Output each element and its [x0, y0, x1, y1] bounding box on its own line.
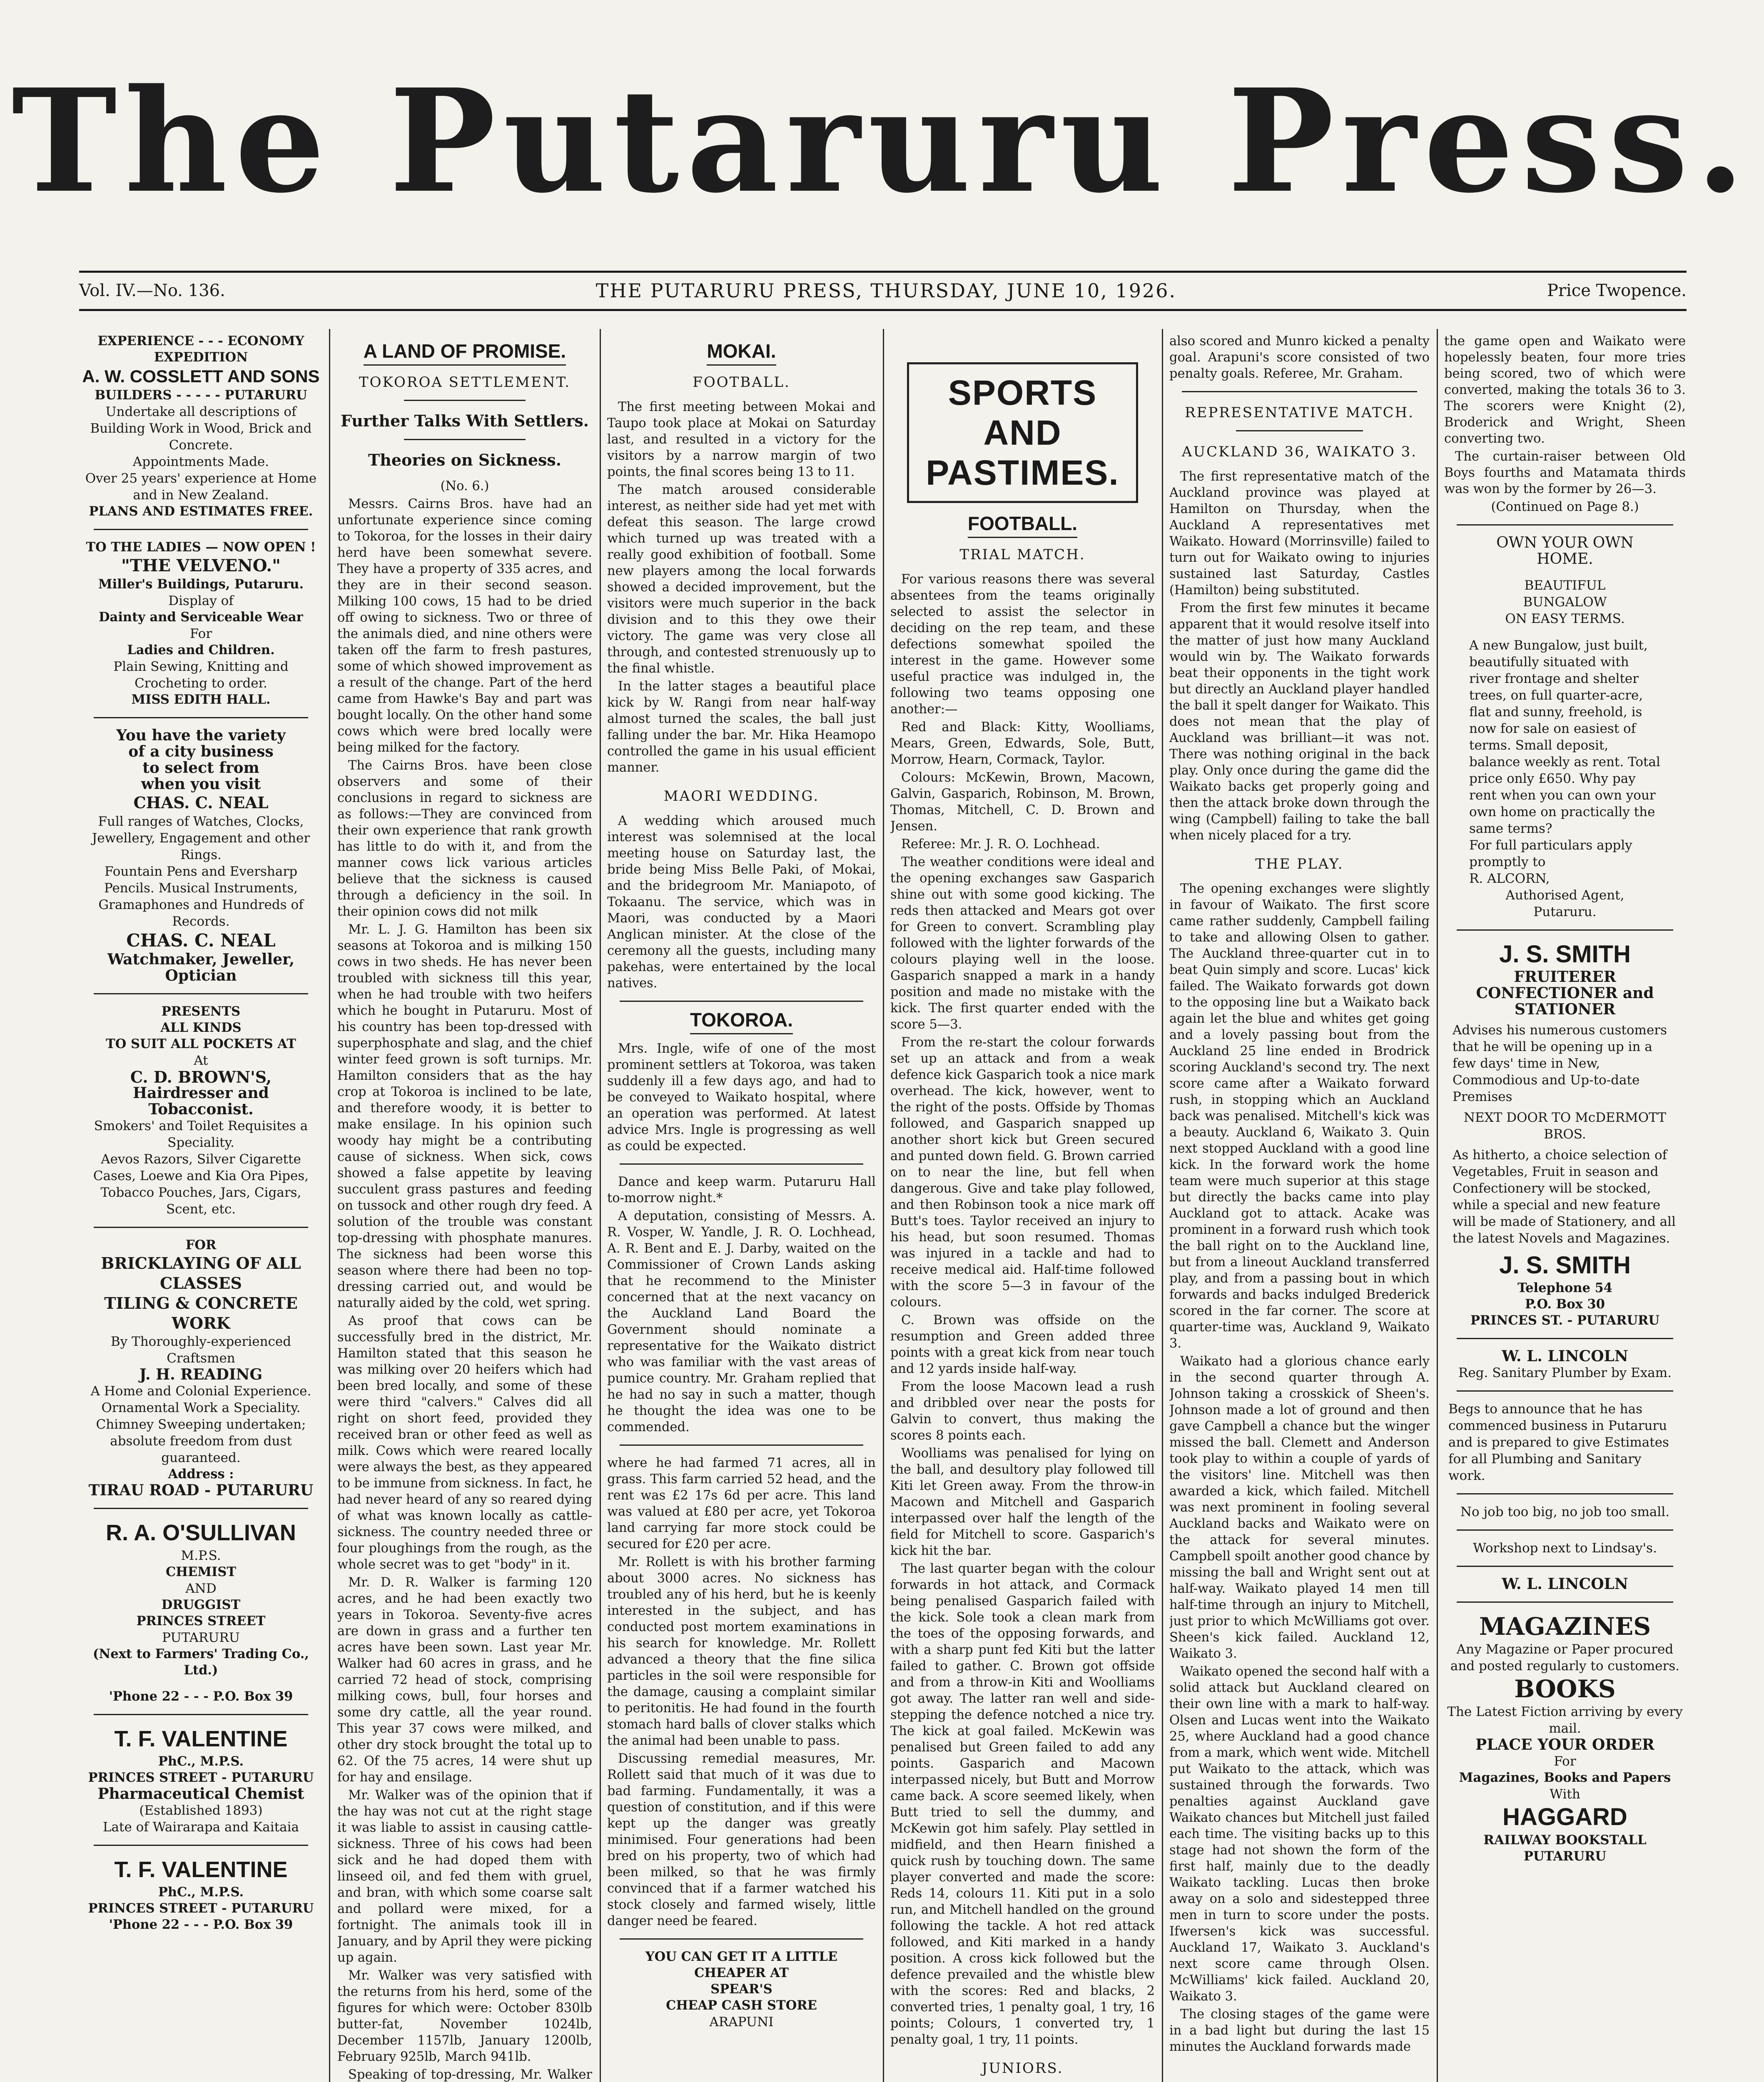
ad-smith	[1444, 940, 1686, 1329]
ad-text: BUILDERS - - - - - PUTARURU	[95, 388, 307, 403]
ad-business-name: J. S. SMITH	[1499, 941, 1631, 968]
ad-text: For	[1554, 1754, 1576, 1769]
ad-text: No job too big, no job too small.	[1460, 1504, 1670, 1519]
ad-text: Reg. Sanitary Plumber by Exam.	[1458, 1365, 1672, 1380]
ad-text: ALL KINDS	[160, 1020, 242, 1035]
article-subhead: TRIAL MATCH.	[959, 546, 1086, 563]
ad-text: 'Phone 22 - - - P.O. Box 39	[109, 1917, 293, 1932]
paragraph: In the latter stages a beautiful place kick by W. Rangi from near half-way almost turned the scales, the ball just falling under the bar. Mr. Hika Heamopo controlled the game in his usual efficient manner.	[607, 679, 876, 775]
ad-divider	[94, 993, 308, 994]
ad-text: Hairdresser and Tobacconist.	[133, 1084, 269, 1118]
ad-text: AND	[185, 1581, 217, 1596]
column-advertisements-left	[81, 333, 321, 2082]
paragraph: The first meeting between Mokai and Taupo took place at Mokai on Saturday last, and resulted in a victory for the visitors by a narrow margin of two points, the final scores being 13 to 11.	[607, 400, 876, 479]
ad-business-name: J. S. SMITH	[1499, 1252, 1631, 1279]
article-subhead: THE PLAY.	[1255, 856, 1344, 872]
masthead-rule-top	[79, 271, 1687, 273]
ad-text: NEXT DOOR TO McDERMOTT BROS.	[1463, 1110, 1667, 1142]
ad-text: RAILWAY BOOKSTALL	[1483, 1833, 1647, 1848]
ad-divider	[94, 717, 308, 718]
divider	[1182, 391, 1417, 392]
column-representative-match	[1169, 333, 1430, 2082]
ad-text: CONFECTIONER and	[1476, 984, 1654, 1002]
paragraph: The match aroused considerable interest, as neither side had yet met with defeat this season. The large crowd which turned up was treated with a really good exhibition of football. Some new players among the local forwards showed a decided improvement, but the visitors were much superior in the back division and to this they owe their victory. The game was very close all through, and contested strenuously up to the final whistle.	[607, 483, 876, 676]
article-subhead: Further Talks With Settlers.	[340, 411, 589, 430]
paragraph: For various reasons there was several absentees from the teams originally selected to assist the selector in deciding on the rep team, and these defections somewhat spoiled the interest in the game. However some useful practice was indulged in, the following two teams opposing one another:—	[890, 572, 1155, 717]
paragraph: Discussing remedial measures, Mr. Rollett said that much of it was due to bad farming. Fundamentally, it was a question of constitution, and if this were kept up the danger was greatly minimised. Four generations had been bred on his property, two of which had been milked, so that he was firmly convinced that if a farmer watched his stock closely and farmed wisely, little danger need be feared.	[607, 1751, 876, 1928]
paragraph: A wedding which aroused much interest was solemnised at the local meeting house on Saturday last, the bride being Miss Belle Paki, of Mokai, and the bridegroom Mr. Maniapoto, of Tokaanu. The service, which was in Maori, was conducted by a Maori Anglican minister. At the close of the ceremony all the guests, including many pakehas, were entertained by the local natives.	[607, 814, 876, 991]
ad-text: A new Bungalow, just built, beautifully situated with river frontage and shelter trees, on full quarter-acre, flat and sunny, freehold, is now for sale on easiest of terms. Small deposit, balance weekly as rent. Total price only £650. Why pay rent when you can own your own home on practically the same terms?	[1469, 638, 1660, 836]
ad-lincoln	[1444, 1348, 1686, 1592]
ad-business-name: CHAS. C. NEAL	[133, 793, 269, 812]
paragraph: Waikato opened the second half with a solid attack but Auckland cleared on their own line with a mark to half-way. Olsen and Lucas went into the Waikato 25, where Auckland had a good chance from a mark, which went wide. Mitchell put Waikato to the attack, which was sustained through the forwards. Two penalties against Auckland gave Waikato chances but Mitchell just failed each time. The visiting backs up to this stage had not shown the form of the first half, mainly due to the deadly Waikato tackling. Lucas then broke away on a solo and sidestepped three men in turn to score under the posts. Ifwersen's kick was successful. Auckland 17, Waikato 3. Auckland's next score came through Olsen. McWilliams' kick failed. Auckland 20, Waikato 3.	[1169, 1664, 1430, 2004]
ad-text: PRINCES STREET	[136, 1614, 266, 1629]
column-advertisements-right	[1444, 333, 1686, 2082]
paragraph: The last quarter began with the colour forwards in hot attack, and Cormack being penalised Gasparich failed with the kick. Sole took a clean mark from the toes of the opposing forwards, and with a sharp punt fed Kiti but the latter failed to gather. C. Brown got offside and from a throw-in Kiti and Woolliams got away. The latter ran well and side-stepping the defence notched a nice try. The kick at goal failed. McKewin was penalised but Green failed to add any points. Gasparich and Macown interpassed nicely, but Butt and Morrow came back. A score seemed likely, when Butt tried to sell the dummy, and McKewin got him safely. Play settled in midfield, and then Hearn finished a quick rush by touching down. The same player converted and made the score: Reds 14, colours 11. Kiti put in a solo run, and Mitchell handled on the ground following the tackle. A hot red attack followed, and Kiti marked in a handy position. A cross kick followed but the defence prevailed and the whistle blew with the scores: Red and blacks, 2 converted tries, 1 penalty goal, 1 try, 16 points; Colours, 1 converted try, 1 penalty goal, 1 try, 11 points.	[890, 1562, 1155, 2047]
volume-number: Vol. IV.—No. 136.	[79, 281, 225, 300]
ad-business-name: A. W. COSSLETT AND SONS	[82, 366, 320, 386]
ad-text: PRINCES STREET - PUTARURU	[88, 1770, 314, 1785]
paragraph: Mrs. Ingle, wife of one of the most prominent settlers at Tokoroa, was taken suddenly ill a few days ago, and had to be conveyed to Waikato hospital, where an operation was performed. At latest advice Mrs. Ingle is progressing as well as could be expected.	[607, 1041, 876, 1153]
ad-velveno	[81, 539, 321, 708]
ad-home-for-sale	[1444, 535, 1686, 920]
paragraph: From the first few minutes it became apparent that it would resolve itself into the matter of just how many Auckland would win by. The Waikato forwards beat their opponents in the tight work but directly an Auckland player handled the ball it spelt danger for Waikato. This does not mean that the play of Auckland was brilliant—it was not. There was nothing original in the back play. Only once during the game did the Waikato backs get properly going and then the attack broke down through the wing (Campbell) failing to take the ball when nicely placed for a try.	[1169, 601, 1430, 843]
paragraph: C. Brown was offside on the resumption and Green added three points with a great kick from near touch and 12 yards inside half-way.	[890, 1313, 1155, 1376]
paragraph: Mr. Walker was of the opinion that if the hay was not cut at the right stage it was liable to assist in causing cattle-sickness. Three of his cows had been sick and he had doped them with linseed oil, and fed them with gruel, and bran, with which some coarse salt and pollard were mixed, for a fortnight. The animals took ill in January, and by April they were picking up again.	[337, 1788, 592, 1965]
ad-text: EXPEDITION	[154, 350, 248, 365]
article-number: (No. 6.)	[440, 479, 489, 493]
ad-text: TIRAU ROAD - PUTARURU	[88, 1482, 314, 1499]
ad-divider	[1457, 1493, 1673, 1494]
column-rule	[1162, 329, 1163, 2082]
ad-text: Over 25 years' experience at Home and in New Zealand.	[85, 471, 317, 503]
ad-text: BRICKLAYING OF ALL CLASSES	[101, 1254, 301, 1293]
ad-text: Aevos Razors, Silver Cigarette Cases, Loewe and Kia Ora Pipes, Tobacco Pouches, Jars, Cigars, Scent, etc.	[93, 1152, 309, 1217]
ad-business-name: SPEAR'S	[710, 1982, 772, 1997]
ad-text: PRINCES STREET - PUTARURU	[88, 1901, 314, 1916]
ad-divider	[1457, 1601, 1673, 1603]
paragraph: Speaking of top-dressing, Mr. Walker	[348, 2067, 592, 2082]
ad-text: TO THE LADIES — NOW OPEN !	[86, 540, 316, 555]
ad-text: For full particulars apply promptly to	[1469, 838, 1632, 869]
ad-text: CHEMIST	[165, 1564, 237, 1579]
column-mokai-tokoroa	[607, 333, 876, 2082]
ad-haggard	[1444, 1612, 1686, 1865]
ad-text: Fountain Pens and Eversharp Pencils. Musical Instruments, Gramaphones and Hundreds of Records.	[98, 864, 304, 929]
ad-text: PLACE YOUR ORDER	[1475, 1736, 1654, 1753]
ad-text: Watchmaker, Jeweller, Optician	[107, 951, 294, 984]
ad-text: The Latest Fiction arriving by every mail.	[1447, 1704, 1683, 1736]
ad-text: PUTARURU	[162, 1630, 240, 1645]
ad-text: when you visit	[141, 775, 261, 793]
ad-text: Any Magazine or Paper procured and posted regularly to customers.	[1450, 1642, 1680, 1674]
ad-text: Ladies and Children.	[127, 643, 275, 657]
ad-business-name: C. D. BROWN'S,	[130, 1068, 272, 1086]
article-subhead: Theories on Sickness.	[368, 451, 562, 469]
column-rule	[883, 329, 884, 2082]
ad-text: of a city business	[128, 743, 274, 760]
paragraph: The opening exchanges were slightly in favour of Waikato. The first score came rather suddenly, Campbell failing to take and allowing Olsen to gather. The Auckland three-quarter cut in to beat Quin simply and score. Lucas' kick failed. The Waikato forwards got down to the opposing line but a Waikato back again let the blue and whites get going and a lovely passing bout from the Auckland 25 line ended in Brodrick scoring Auckland's second try. The next score came after a Waikato forward rush, in stopping which an Auckland back was penalised. Mitchell's kick was a beauty. Auckland 6, Waikato 3. Quin next stopped Auckland with a good line kick. In the forward work the home team were much superior at this stage but directly the backs came into play Auckland got to attack. Acake was prominent in a forward rush which took the ball right on to the Auckland line, but from a lineout Auckland transferred play, and from a passing bout in which forwards and backs indulged Brederick scored in the far corner. The score at quarter-time was, Auckland 9, Waikato 3.	[1169, 882, 1430, 1351]
ad-text: BUNGALOW	[1523, 595, 1607, 610]
ad-business-name: CHAS. C. NEAL	[126, 930, 276, 951]
ad-text: BOOKS	[1514, 1675, 1616, 1703]
paragraph: The Cairns Bros. have been close observers and some of their conclusions in regard to sickness are as follows:—They are convinced from their own experience that rank growth has little to do with it, and from the manner cows lick various articles believe that the sickness is caused through a deficiency in the soil. In their opinion cows did not milk	[337, 758, 592, 919]
article-headline	[890, 513, 1155, 534]
divider	[620, 1163, 863, 1165]
ad-text: STATIONER	[1514, 1001, 1616, 1018]
ad-text: MISS EDITH HALL.	[131, 692, 271, 707]
ad-text: M.P.S.	[181, 1548, 221, 1563]
paragraph: where he had farmed 71 acres, all in grass. This farm carried 52 head, and the rent was £2 17s 6d per acre. This land was valued at £80 per acre, yet Tokoroa land carrying far more stock could be secured for £20 per acre.	[607, 1456, 876, 1552]
divider	[404, 439, 526, 440]
column-land-of-promise	[337, 333, 592, 2082]
ad-text: Miller's Buildings, Putaruru.	[98, 577, 304, 592]
ad-divider	[1457, 1529, 1673, 1531]
masthead-title: The Putaruru Press.	[11, 58, 1753, 224]
ad-text: For	[189, 626, 212, 641]
paragraph: Mr. L. J. G. Hamilton has been six seasons at Tokoroa and is milking 150 cows in two sheds. He has never been troubled with sickness till this year, when he had trouble with two heifers which he bought in Putaruru. Most of his country has been top-dressed with superphosphate and slag, and the chief winter feed grown is soft turnips. Mr. Hamilton considers that as the hay crop at Tokoroa is inclined to be late, and therefore woody, it is better to make ensilage. In his opinion such woody hay might be a contributing cause of sickness. When sick, cows showed a false appetite by leaving succulent grass pastures and feeding on tussock and other rough dry feed. A solution of the trouble was constant top-dressing with phosphate manures. The sickness had been worse this season where there had been no top-dressing carried out, and would be naturally aided by the cold, wet spring.	[337, 922, 592, 1310]
ad-business-name: T. F. VALENTINE	[114, 1726, 288, 1751]
ad-reading	[81, 1237, 321, 1499]
ad-valentine	[81, 1724, 321, 1835]
ad-text: EXPERIENCE - - - ECONOMY	[97, 334, 304, 349]
price: Price Twopence.	[1547, 281, 1687, 300]
article-subhead: FOOTBALL.	[693, 374, 790, 391]
ad-text: PLANS AND ESTIMATES FREE.	[89, 504, 313, 519]
ad-text: As hitherto, a choice selection of Vegetables, Fruit in season and Confectionery will be stocked, while a special and new feature will be made of Stationery, and all the latest Novels and Magazines.	[1453, 1148, 1676, 1246]
ad-divider	[94, 529, 308, 530]
ad-text: Late of Wairarapa and Kaitaia	[102, 1820, 299, 1835]
ad-text: You have the variety	[116, 727, 286, 744]
ad-divider	[94, 1845, 308, 1846]
ad-cosslett	[81, 333, 321, 520]
paragraph: Mr. Walker was very satisfied with the returns from his herd, some of the figures for which were: October 830lb butter-fat, November 1024lb, December 1157lb, January 1200lb, February 925lb, March 941lb.	[337, 1968, 592, 2064]
ad-text: to select from	[142, 759, 259, 777]
column-rule	[329, 329, 330, 2082]
ad-divider	[94, 1508, 308, 1509]
ad-text: Advises his numerous customers that he will be opening up in a few days' time in New, Commodious and Up-to-date Premises	[1453, 1023, 1667, 1104]
headline-text: FOOTBALL.	[968, 513, 1077, 538]
article-headline	[607, 1009, 876, 1031]
headline-text: MOKAI.	[707, 340, 776, 366]
ad-osullivan	[81, 1518, 321, 1705]
ad-divider	[1457, 1390, 1673, 1392]
ad-text: PhC., M.P.S.	[158, 1885, 244, 1900]
ad-text: HOME.	[1537, 550, 1593, 568]
ad-text: ARAPUNI	[709, 2015, 774, 2030]
headline-text: TOKOROA.	[690, 1009, 793, 1034]
paragraph: also scored and Munro kicked a penalty goal. Arapuni's score consisted of two penalty goals. Referee, Mr. Graham.	[1169, 334, 1430, 381]
paragraph: From the re-start the colour forwards set up an attack and from a weak defence kick Gasparich took a nice mark overhead. The kick, however, went to the right of the posts. Offside by Thomas followed, and Gasparich snapped up another short kick but Green secured and punted down field. G. Brown carried on to near the line, but fell when dangerous. Give and take play followed, and then Robinson took a nice mark off Butt's toes. Taylor received an injury to his head, but soon resumed. Thomas was injured in a tackle and had to receive medical aid. Half-time followed with the score 5—3 in favour of the colours.	[890, 1035, 1155, 1310]
column-sports	[890, 333, 1155, 2082]
paragraph: Mr. Rollett is with his brother farming about 3000 acres. No sickness has troubled any of his herd, but he is keenly interested in the subject, and has conducted post mortem examinations in his search for knowledge. Mr. Rollett advanced a theory that the fine silica particles in the soil were responsible for the damage, causing a complaint similar to peritonitis. He had found in the fourth stomach hard balls of clover stalks which the animal had been unable to pass.	[607, 1555, 876, 1748]
ad-text: A Home and Colonial Experience. Ornamental Work a Speciality.	[90, 1384, 311, 1415]
ad-text: ON EASY TERMS.	[1505, 611, 1625, 626]
article-headline	[607, 340, 876, 362]
divider	[1236, 430, 1363, 431]
ad-business-name: W. L. LINCOLN	[1502, 1347, 1628, 1365]
paragraph: Waikato had a glorious chance early in the second quarter through A. Johnson taking a crosskick of Sheen's. Johnson made a lot of ground and then gave Campbell a chance but the winger missed the ball. Clemett and Anderson took play to within a couple of yards of the visitors' line. Mitchell was then awarded a kick, which failed. Mitchell was next prominent in fooling several Auckland backs and Waikato were on the attack for several minutes. Campbell spoilt another good chance by missing the ball and Wright sent out at half-way. Waikato played 14 men till half-time through an injury to Mitchell, just prior to which McWilliams got over. Sheen's kick failed. Auckland 12, Waikato 3.	[1169, 1354, 1430, 1661]
ad-text: BEAUTIFUL	[1524, 578, 1606, 593]
paragraph: The curtain-raiser between Old Boys fourths and Matamata thirds was won by the former by 26—3.	[1444, 449, 1686, 496]
ad-text: Address :	[168, 1467, 234, 1482]
ad-text: 'Phone 22 - - - P.O. Box 39	[109, 1689, 293, 1704]
paragraph: From the loose Macown lead a rush and dribbled over near the posts for Galvin to convert, thus making the scores 8 points each.	[890, 1380, 1155, 1443]
ad-text: With	[1550, 1787, 1580, 1802]
ad-text: PRESENTS	[161, 1004, 241, 1019]
paragraph: Woolliams was penalised for lying on the ball, and desultory play followed till Kiti let Green away. From the throw-in Macown and Mitchell and Gasparich interpassed over half the length of the field for Mitchell to score. Gasparich's kick hit the bar.	[890, 1446, 1155, 1558]
ad-text: PRINCES ST. - PUTARURU	[1470, 1313, 1659, 1328]
ad-text: Workshop next to Lindsay's.	[1473, 1541, 1657, 1556]
ad-text: TO SUIT ALL POCKETS AT	[106, 1036, 296, 1051]
column-rule	[1437, 329, 1438, 2082]
ad-text: Putaruru.	[1533, 904, 1597, 919]
ad-text: Plain Sewing, Knitting and Crocheting to order.	[113, 659, 289, 691]
dateline: THE PUTARURU PRESS, THURSDAY, JUNE 10, 1926.	[595, 279, 1177, 302]
ad-text: OWN YOUR OWN	[1496, 534, 1634, 551]
divider	[620, 1001, 863, 1002]
headline-text: A LAND OF PROMISE.	[364, 340, 566, 366]
paragraph: Messrs. Cairns Bros. have had an unfortunate experience since coming to Tokoroa, for the losses in their dairy herd have been somewhat severe. They have a property of 335 acres, and they are in their second season. Milking 100 cows, 15 had to be dried off owing to sickness. Two or three of the animals died, and nine others were taken off the farm to fresh pastures, some of which showed improvement as a result of the change. Part of the herd came from Hawke's Bay and part was bought locally. On the other hand some cows which were bred locally were being milked for the factory.	[337, 497, 592, 755]
paragraph: The closing stages of the game were in a bad light but during the last 15 minutes the Auckland forwards made	[1169, 2007, 1430, 2054]
ad-text: CHEAP CASH STORE	[666, 1998, 817, 2013]
ad-text: P.O. Box 30	[1525, 1297, 1605, 1312]
ad-text: CHEAPER AT	[694, 1965, 789, 1980]
article-subhead: AUCKLAND 36, WAIKATO 3.	[1181, 443, 1418, 460]
ad-text: Authorised Agent,	[1505, 888, 1624, 903]
ad-text: Full ranges of Watches, Clocks, Jewellery, Engagement and other Rings.	[92, 814, 310, 862]
paragraph: the game open and Waikato were hopelessly beaten, four more tries being scored, two of which were converted, making the totals 36 to 3. The scorers were Knight (2), Broderick and Wright, Sheen converting two.	[1444, 334, 1686, 446]
ad-text: TILING & CONCRETE WORK	[104, 1294, 298, 1332]
article-headline	[337, 340, 592, 362]
ad-business-name: "THE VELVENO."	[121, 556, 281, 575]
ad-text: Dainty and Serviceable Wear	[99, 610, 303, 625]
ad-text: Magazines, Books and Papers	[1459, 1770, 1671, 1785]
ad-text: Smokers' and Toilet Requisites a Speciality.	[94, 1118, 308, 1150]
paragraph: Red and Black: Kitty, Woolliams, Mears, Green, Edwards, Sole, Butt, Morrow, Hearn, Cormack, Taylor.	[890, 720, 1155, 767]
ad-divider	[1457, 1338, 1673, 1339]
ad-divider	[1457, 929, 1673, 931]
divider	[620, 1444, 863, 1446]
divider	[620, 1938, 863, 1940]
ad-text: DRUGGIST	[161, 1597, 241, 1612]
ad-business-name: R. A. O'SULLIVAN	[106, 1520, 296, 1545]
ad-text: Chimney Sweeping undertaken; absolute freedom from dust guaranteed.	[96, 1417, 306, 1465]
ad-spears	[607, 1949, 876, 2030]
paragraph: Dance and keep warm. Putaruru Hall to-morrow night.*	[607, 1175, 876, 1205]
paragraph: Referee: Mr. J. R. O. Lochhead.	[901, 837, 1100, 852]
dateline-bar	[79, 278, 1687, 303]
ad-business-name: HAGGARD	[1502, 1803, 1627, 1830]
ad-divider	[1457, 1566, 1673, 1567]
ad-divider	[94, 1714, 308, 1715]
ad-text: (Established 1893)	[139, 1803, 263, 1818]
ad-neal	[81, 727, 321, 984]
ad-text: PUTARURU	[1523, 1849, 1607, 1864]
ad-divider	[94, 1227, 308, 1228]
ad-text: R. ALCORN,	[1469, 871, 1550, 886]
article-subhead: TOKOROA SETTLEMENT.	[359, 374, 571, 391]
paragraph: The first representative match of the Auckland province was played at Hamilton on Thursday, when the Auckland A representatives met Waikato. Howard (Morrinsville) failed to turn out for Waikato owing to injuries sustained last Saturday, Castles (Hamilton) being substituted.	[1169, 469, 1430, 598]
paragraph: As proof that cows can be successfully bred in the district, Mr. Hamilton stated that this season he was milking over 20 heifers which had been bred locally, and some of these were third "calvers." Calves did all right on short feed, provided they received bran or other feed as well as milk. Cows which were reared locally were always the best, as they appeared to be immune from sickness. In fact, he had never heard of any so reared dying of what was known locally as cattle-sickness. The country needed three or four ploughings from the rough, as the whole secret was to get "body" in it.	[337, 1314, 592, 1572]
ad-text: FRUITERER	[1514, 968, 1616, 986]
sports-heading-box: SPORTS AND PASTIMES.	[907, 362, 1138, 503]
ad-text: Telephone 54	[1517, 1280, 1613, 1295]
paragraph: The weather conditions were ideal and the opening exchanges saw Gasparich shine out with some good kicking. The reds then attacked and Mears got over for Green to convert. Scrambling play followed with the lighter forwards of the colours playing well in the loose. Gasparich snapped a mark in a handy position and made no mistake with the kick. The first quarter ended with the score 5—3.	[890, 855, 1155, 1032]
ad-business-name: J. H. READING	[139, 1366, 263, 1383]
ad-text: Undertake all descriptions of Building Work in Wood, Brick and Concrete.	[90, 404, 312, 453]
ad-text: By Thoroughly-experienced Craftsmen	[110, 1334, 292, 1366]
ad-text: Begs to announce that he has commenced business in Putaruru and is prepared to give Estimates for all Plumbing and Sanitary work.	[1448, 1402, 1669, 1483]
ad-brown	[81, 1004, 321, 1218]
ad-valentine-2	[81, 1855, 321, 1933]
ad-text: MAGAZINES	[1479, 1612, 1651, 1641]
ad-text: FOR	[185, 1238, 217, 1253]
ad-text: Appointments Made.	[132, 454, 269, 469]
ad-text: (Next to Farmers' Trading Co., Ltd.)	[92, 1646, 309, 1678]
ad-text: YOU CAN GET IT A LITTLE	[645, 1949, 838, 1964]
divider	[404, 400, 526, 401]
ad-text: Pharmaceutical Chemist	[97, 1785, 304, 1803]
paragraph: Colours: McKewin, Brown, Macown, Galvin, Gasparich, Robinson, M. Brown, Thomas, Mitchell, C. D. Brown and Jensen.	[890, 770, 1155, 834]
ad-divider	[1457, 524, 1673, 525]
ad-business-name: W. L. LINCOLN	[1502, 1575, 1628, 1593]
ad-text: Display of	[168, 593, 234, 608]
article-subhead: REPRESENTATIVE MATCH.	[1184, 404, 1415, 421]
paragraph: A deputation, consisting of Messrs. A. R. Vosper, W. Yandle, J. R. O. Lochhead, A. R. Bent and E. J. Darby, waited on the Commissioner of Crown Lands asking that he recommend to the Minister concerned that at the next vacancy on the Auckland Land Board the Government should nominate a representative for the Waikato district who was familiar with the vast areas of pumice country. Mr. Graham replied that he had no say in such a matter, though he thought the idea was one to be commended.	[607, 1209, 876, 1434]
column-rule	[600, 329, 601, 2082]
ad-business-name: T. F. VALENTINE	[114, 1857, 288, 1882]
ad-text: PhC., M.P.S.	[158, 1754, 244, 1769]
ad-text: At	[194, 1053, 208, 1068]
masthead-rule-bottom	[79, 309, 1687, 311]
article-subhead: JUNIORS.	[982, 2060, 1064, 2077]
paragraph: Mr. D. R. Walker is farming 120 acres, and he had been exactly two years in Tokoroa. Seventy-five acres are down in grass and a further ten acres have been sown. Last year Mr. Walker had 60 acres in grass, and he carried 72 head of stock, comprising milking cows, bull, four horses and some dry cattle, all the year round. This year 37 cows were milked, and other dry stock brought the total up to 62. Of the 75 acres, 14 were shut up for hay and ensilage.	[337, 1575, 592, 1785]
continued-note: (Continued on Page 8.)	[1491, 500, 1639, 514]
article-subhead: MAORI WEDDING.	[663, 788, 820, 804]
